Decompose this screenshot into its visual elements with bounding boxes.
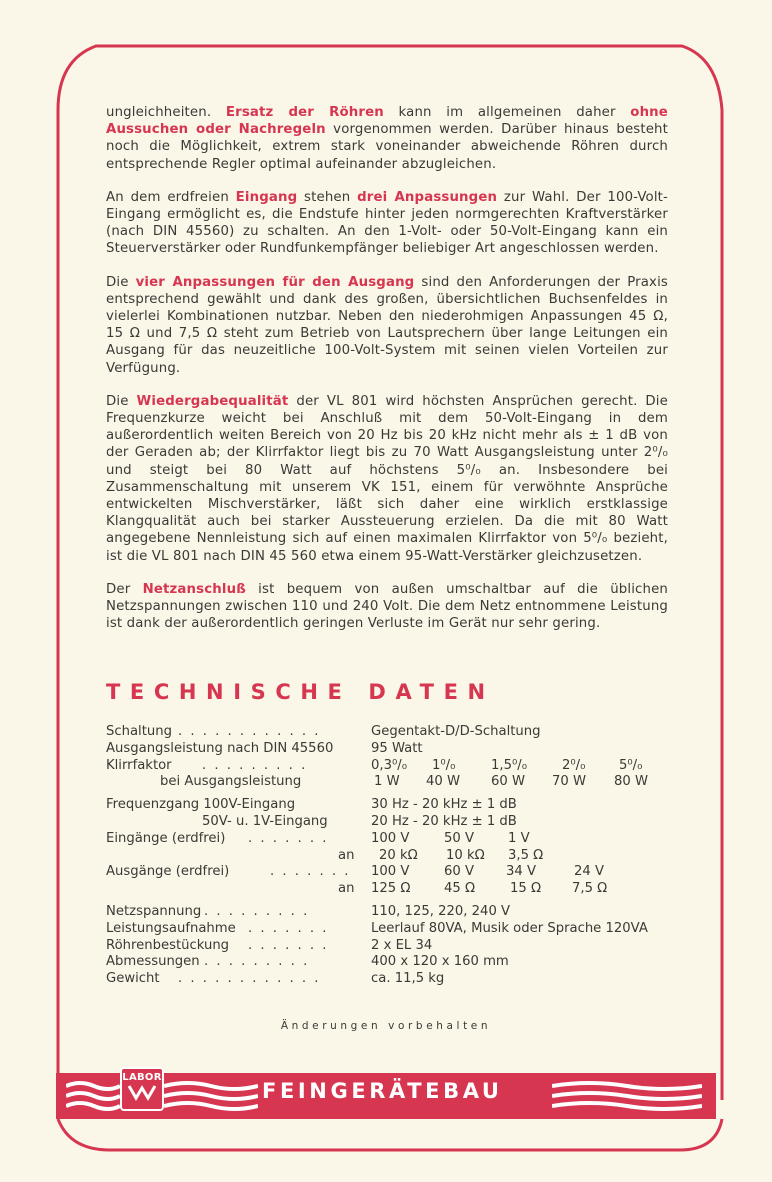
highlight-segment: Netzanschluß [142, 581, 246, 597]
paragraph-quality [106, 393, 668, 565]
output-ohm: 45 Ω [444, 881, 476, 897]
spec-label: Abmessungen [106, 954, 200, 970]
text-segment: Die [106, 393, 137, 409]
text-segment: Der [106, 581, 143, 597]
paragraph-output [106, 274, 668, 377]
spec-value: 2 x EL 34 [371, 937, 433, 953]
spec-an: an [338, 847, 355, 863]
brand-name: FEINGERÄTEBAU [262, 1079, 503, 1103]
input-ohm: 3,5 Ω [508, 847, 544, 863]
text-segment: ist bequem von außen umschaltbar auf die üblichen Netzspannungen zwischen 110 und 240 Volt. Die dem Netz entnommene Leistung ist dank der außerordentlich geringen Verluste im Gerät nur sehr gering. [106, 581, 668, 632]
spec-label: Klirrfaktor [106, 757, 172, 773]
input-volt: 50 V [444, 830, 474, 846]
text-segment: Die [106, 274, 136, 290]
leader-dots: . . . . . . . . . . . . [178, 724, 321, 739]
spec-row-abmessungen [106, 954, 666, 971]
leader-dots: . . . . . . . . . [202, 757, 308, 773]
input-ohm: 10 kΩ [446, 847, 485, 863]
spec-value: ca. 11,5 kg [371, 971, 445, 987]
text-segment: An dem erdfreien [106, 189, 236, 205]
paragraph-mains [106, 581, 668, 633]
spec-value: Gegentakt-D/D-Schaltung [371, 724, 541, 739]
spec-value: 95 Watt [371, 740, 423, 756]
leader-dots: . . . . . . . [248, 937, 329, 953]
spec-value: 400 x 120 x 160 mm [371, 954, 509, 970]
output-volt: 24 V [574, 864, 604, 880]
spec-row-eingaenge-ohm [106, 848, 666, 865]
wave-lines-left-icon [66, 1078, 120, 1114]
klirr-watt: 1 W [374, 774, 400, 790]
highlight-segment: Eingang [235, 189, 298, 205]
text-segment: der VL 801 wird höchsten Ansprüchen gerecht. Die Frequenzkurze weicht bei Anschluß mit dem 50-Volt-Eingang in dem außerordentlich weiten Bereich von 20 Hz bis 20 kHz nicht mehr als ± 1 dB von der Geraden ab; der Klirrfaktor liegt bis zu 70 Watt Ausgangsleistung unter 2⁰/₀ und steigt bei 80 Watt auf höchstens 5⁰/₀ an. Insbesondere bei Zusammenschaltung mit unserem VK 151, einem für verwöhnte Ansprüche entwickelten Mischverstärker, läßt sich daher eine wirklich erstklassige Klangqualität auch bei starker Aussteuerung erzielen. Da die mit 80 Watt angegebene Nennleistung sich auf einen maximalen Klirrfaktor von 5⁰/₀ bezieht, ist die VL 801 nach DIN 45 560 etwa einem 95-Watt-Verstärker gleichzusetzen. [106, 393, 668, 564]
text-segment: stehen [297, 189, 358, 205]
highlight-segment: drei Anpassungen [357, 189, 498, 205]
spec-value: 30 Hz - 20 kHz ± 1 dB [371, 797, 517, 813]
klirr-percent: 2⁰/₀ [562, 757, 586, 773]
paragraph-input [106, 189, 668, 258]
spec-row-ausgaenge [106, 864, 666, 881]
wave-lines-right-icon [552, 1078, 702, 1114]
output-volt: 34 V [506, 864, 536, 880]
text-segment: vorgenommen werden. Darüber hinaus besteht noch die Möglichkeit, extrem stark voneinander abweichende Röhren durch entsprechende Regler optimal aufeinander abzugleichen. [106, 122, 668, 172]
spec-label: Leistungsaufnahme [106, 920, 236, 936]
text-segment: kann im allgemeinen daher [383, 105, 631, 120]
spec-label: Eingänge (erdfrei) [106, 830, 226, 846]
leader-dots: . . . . . . . . . [204, 903, 310, 919]
spec-label: Ausgangsleistung nach DIN 45560 [106, 740, 334, 756]
spec-sublabel: 50V- u. 1V-Eingang [202, 813, 328, 829]
spec-row-frequenzgang-100 [106, 797, 666, 814]
spec-row-klirrfaktor [106, 758, 666, 775]
leader-dots: . . . . . . . [248, 920, 329, 936]
output-ohm: 7,5 Ω [572, 881, 608, 897]
highlight-segment: Ersatz der Röhren [225, 105, 384, 120]
spec-row-roehren [106, 938, 666, 955]
spec-sublabel: bei Ausgangsleistung [160, 774, 302, 790]
leader-dots: . . . . . . . . . . . . [178, 971, 321, 987]
spec-row-klirr-watts [106, 774, 666, 791]
klirr-watt: 70 W [552, 774, 587, 790]
spec-row-ausgangsleistung [106, 741, 666, 758]
klirr-percent: 1,5⁰/₀ [491, 757, 527, 773]
highlight-segment: ohne Aussuchen oder Nachregeln [106, 105, 668, 138]
body-text [106, 104, 668, 648]
changes-reserved-note: Änderungen vorbehalten [280, 1020, 492, 1032]
output-ohm: 15 Ω [510, 881, 542, 897]
input-volt: 1 V [508, 830, 530, 846]
klirr-watt: 40 W [426, 774, 461, 790]
klirr-watt: 60 W [491, 774, 526, 790]
spec-value: 20 Hz - 20 kHz ± 1 dB [371, 813, 517, 829]
text-segment: ungleichheiten. [106, 105, 226, 120]
klirr-percent: 1⁰/₀ [432, 757, 456, 773]
klirr-watt: 80 W [614, 774, 649, 790]
spec-row-ausgaenge-ohm [106, 881, 666, 898]
highlight-segment: vier Anpassungen für den Ausgang [135, 274, 415, 290]
text-segment: zur Wahl. Der 100-Volt-Eingang ermöglicht es, die Endstufe hinter jeden normgerechten Kraftverstärker (nach DIN 45560) zu schalten. An den 1-Volt- oder 50-Volt-Eingang kann ein Steuerverstärker oder Rundfunkempfänger beliebiger Art angeschlossen werden. [106, 189, 668, 257]
input-volt: 100 V [371, 830, 410, 846]
leader-dots: . . . . . . . [248, 830, 329, 846]
spec-label: Schaltung [106, 724, 172, 739]
tech-data-heading: TECHNISCHE DATEN [106, 680, 495, 704]
spec-label: Netzspannung [106, 903, 202, 919]
text-segment: sind den Anforderungen der Praxis entsprechend gewählt und dank des großen, übersichtlichen Buchsenfeldes in vielerlei Kombinationen nutzbar. Neben den niederohmigen Anpassungen 45 Ω, 15 Ω und 7,5 Ω steht zum Betrieb von Lautsprechern über lange Leitungen ein Ausgang für das neuzeitliche 100-Volt-System mit seinen vielen Vorteilen zur Verfügung. [106, 274, 668, 376]
output-ohm: 125 Ω [371, 881, 411, 897]
spec-row-gewicht [106, 971, 666, 988]
spec-row-eingaenge [106, 831, 666, 848]
input-ohm: 20 kΩ [379, 847, 418, 863]
output-volt: 100 V [371, 864, 410, 880]
spec-label: Gewicht [106, 971, 160, 987]
spec-label: Röhrenbestückung [106, 937, 230, 953]
spec-label: Ausgänge (erdfrei) [106, 864, 230, 880]
output-volt: 60 V [444, 864, 474, 880]
spec-label: Frequenzgang 100V-Eingang [106, 797, 296, 813]
spec-value: 110, 125, 220, 240 V [371, 903, 511, 919]
spec-row-schaltung [106, 724, 666, 741]
klirr-percent: 5⁰/₀ [619, 757, 643, 773]
labor-logo [120, 1067, 164, 1111]
wave-lines-mid-icon [164, 1078, 258, 1114]
highlight-segment: Wiedergabequalität [136, 393, 289, 409]
leader-dots: . . . . . . . [270, 864, 351, 880]
spec-row-netzspannung [106, 904, 666, 921]
spec-an: an [338, 881, 355, 897]
paragraph-replacement [106, 104, 668, 173]
spec-row-frequenzgang-50 [106, 814, 666, 831]
logo-text: LABOR [122, 1072, 162, 1083]
spec-value: Leerlauf 80VA, Musik oder Sprache 120VA [371, 920, 648, 936]
klirr-percent: 0,3⁰/₀ [371, 757, 407, 773]
spec-row-leistungsaufnahme [106, 921, 666, 938]
w-mark-icon [127, 1083, 157, 1101]
spec-table [106, 724, 666, 988]
leader-dots: . . . . . . . . . [204, 954, 310, 970]
